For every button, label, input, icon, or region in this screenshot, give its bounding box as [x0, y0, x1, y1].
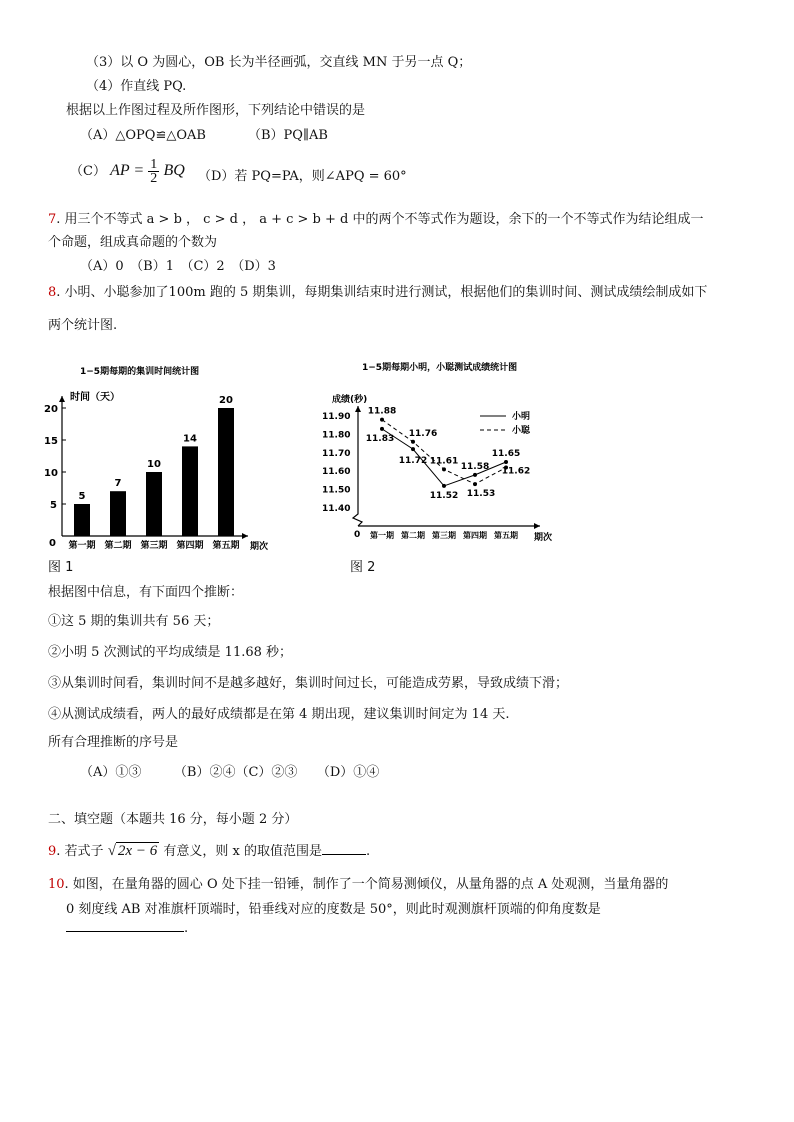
q7-number: 7	[48, 212, 57, 227]
q10-line2: 0 刻度线 AB 对准旗杆顶端时，铅垂线对应的度数是 50°，则此时观测旗杆顶端的仰角度数是	[66, 902, 601, 917]
y-axis-arrow	[355, 406, 361, 412]
chart1-title: 1−5期每期的集训时间统计图	[80, 367, 200, 377]
x-tick-label: 第一期	[68, 541, 96, 551]
data-point	[442, 484, 446, 488]
chart2-origin: 0	[354, 530, 361, 540]
data-label: 11.76	[408, 428, 438, 439]
q9-text-c: .	[365, 844, 371, 859]
chart2-ylabel: 成绩(秒)	[332, 395, 368, 405]
chart1-xlabel: 期次	[250, 542, 269, 552]
y-tick-label: 11.40	[322, 504, 351, 514]
q8-options: （A）①③ （B）②④（C）②③ （D）①④	[80, 765, 380, 780]
q9-number: 9	[48, 844, 57, 859]
q6-option-b: （B）PQ∥AB	[248, 128, 328, 143]
data-point	[473, 482, 477, 486]
y-axis	[353, 406, 362, 526]
q6-option-c-rhs: BQ	[163, 162, 185, 179]
q10-text1: . 如图，在量角器的圆心 O 处下挂一铅锤，制作了一个简易测倾仪，从量角器的点 A 处观测，当量角器的	[64, 877, 669, 892]
series-line-xiaocong	[382, 420, 506, 484]
figure2-label: 图 2	[350, 560, 376, 575]
q6-step3: （3）以 O 为圆心，OB 长为半径画弧，交直线 MN 于另一点 Q；	[86, 55, 472, 70]
data-label: 11.52	[429, 490, 459, 501]
q7-options: （A）0 （B）1 （C）2 （D）3	[80, 259, 276, 274]
x-tick-label: 第二期	[104, 541, 132, 551]
data-point	[411, 447, 415, 451]
bar-value-label: 20	[219, 395, 233, 406]
q10-text3: .	[184, 921, 189, 936]
data-point	[504, 460, 508, 464]
x-axis-arrow	[534, 523, 540, 529]
q9-answer-blank[interactable]	[322, 854, 366, 855]
q7-line1	[48, 208, 703, 227]
fraction-denominator: 2	[150, 171, 158, 186]
data-label: 11.58	[460, 461, 490, 472]
y-tick-label: 11.80	[322, 430, 351, 441]
x-tick-label: 第四期	[463, 531, 487, 540]
data-point	[380, 418, 384, 422]
bar-value-label: 5	[78, 491, 86, 502]
x-axis-arrow	[242, 533, 248, 539]
q10-number: 10	[48, 877, 65, 892]
q7-line2: 个命题，组成真命题的个数为	[48, 235, 218, 250]
q6-step4: （4）作直线 PQ.	[86, 79, 187, 94]
chart2-title: 1−5期每期小明，小聪测试成绩统计图	[362, 363, 518, 373]
q10-answer-blank[interactable]	[66, 931, 184, 932]
y-tick-label: 11.50	[322, 485, 351, 496]
fraction-half	[148, 158, 159, 185]
q10-line3	[66, 921, 188, 936]
q9-text-a: . 若式子	[56, 844, 104, 859]
data-label: 11.62	[501, 466, 531, 477]
bar-value-label: 14	[183, 433, 197, 445]
bar	[182, 446, 198, 536]
q10-line1	[48, 873, 668, 892]
y-tick-label: 11.70	[322, 448, 351, 459]
x-tick-label: 第一期	[370, 531, 394, 540]
q8-text1: . 小明、小聪参加了100m 跑的 5 期集训，每期集训结束时进行测试，根据他们的集训时间、测试成绩绘制成如下	[56, 285, 708, 300]
y-tick-label: 0	[49, 538, 56, 549]
q8-statement-2: ②小明 5 次测试的平均成绩是 11.68 秒；	[48, 645, 293, 660]
x-tick-label: 第四期	[176, 541, 204, 551]
bar	[146, 472, 162, 536]
q6-option-d: （D）若 PQ=PA，则∠APQ = 60°	[198, 169, 407, 184]
bar-value-label: 7	[114, 478, 122, 490]
q6-option-c-prefix: （C）	[70, 164, 106, 179]
y-axis-arrow	[59, 396, 65, 402]
x-tick-label: 第三期	[432, 531, 456, 540]
y-tick-label: 11.90	[322, 412, 351, 422]
data-point	[442, 467, 446, 471]
data-point	[380, 427, 384, 431]
section2-heading: 二、填空题（本题共 16 分，每小题 2 分）	[48, 812, 298, 827]
q8-line2: 两个统计图.	[48, 318, 118, 333]
bar-chart-training-days	[42, 356, 282, 556]
q6-prompt: 根据以上作图过程及所作图形，下列结论中错误的是	[66, 103, 366, 118]
bar	[110, 491, 126, 536]
x-tick-label: 第三期	[140, 541, 168, 551]
sqrt-expression: √ 2x − 6	[107, 843, 158, 859]
data-label: 11.72	[398, 456, 428, 467]
q8-ask: 所有合理推断的序号是	[48, 735, 179, 750]
q6-option-c	[70, 158, 185, 185]
x-tick-label: 第五期	[212, 541, 240, 551]
q6-option-a: （A）△OPQ≌△OAB	[80, 128, 206, 143]
q9-line	[48, 840, 370, 860]
legend-label: 小聪	[512, 426, 531, 436]
data-label: 11.53	[466, 489, 496, 500]
data-point	[473, 473, 477, 477]
q8-statement-1: ①这 5 期的集训共有 56 天；	[48, 614, 220, 629]
chart2-xlabel: 期次	[534, 533, 553, 543]
x-tick-label: 第二期	[401, 531, 425, 540]
q8-number: 8	[48, 285, 57, 300]
legend-label: 小明	[512, 412, 531, 422]
data-label: 11.83	[365, 433, 395, 444]
y-tick-label: 10	[44, 468, 58, 479]
y-tick-label: 20	[44, 404, 58, 415]
fraction-numerator: 1	[150, 157, 158, 172]
line-chart-test-scores	[318, 356, 558, 556]
figure1-label: 图 1	[48, 560, 74, 575]
data-label: 11.88	[367, 406, 397, 417]
bar-value-label: 10	[147, 459, 161, 470]
q7-text1: . 用三个不等式 a > b ， c > d ， a + c > b + d 中的两个不等式作为题设，余下的一个不等式作为结论组成一	[56, 212, 704, 227]
data-label: 11.65	[491, 449, 521, 459]
q9-text-b: 有意义，则 x 的取值范围是	[163, 844, 322, 859]
q6-option-c-lhs: AP =	[110, 162, 145, 179]
chart1-ylabel: 时间（天）	[70, 392, 120, 403]
x-tick-label: 第五期	[494, 531, 518, 540]
y-tick-label: 5	[50, 500, 57, 511]
sqrt-radicand: 2x − 6	[117, 843, 158, 859]
q8-statement-4: ④从测试成绩看，两人的最好成绩都是在第 4 期出现，建议集训时间定为 14 天.	[48, 707, 510, 722]
q8-info: 根据图中信息，有下面四个推断：	[48, 585, 244, 600]
y-tick-label: 11.60	[322, 467, 351, 478]
data-point	[411, 440, 415, 444]
bar	[74, 504, 90, 536]
bar	[218, 408, 234, 536]
y-tick-label: 15	[44, 436, 58, 447]
q8-statement-3: ③从集训时间看，集训时间不是越多越好，集训时间过长，可能造成劳累，导致成绩下滑；	[48, 676, 569, 691]
data-label: 11.61	[429, 456, 459, 467]
q8-line1	[48, 281, 707, 300]
